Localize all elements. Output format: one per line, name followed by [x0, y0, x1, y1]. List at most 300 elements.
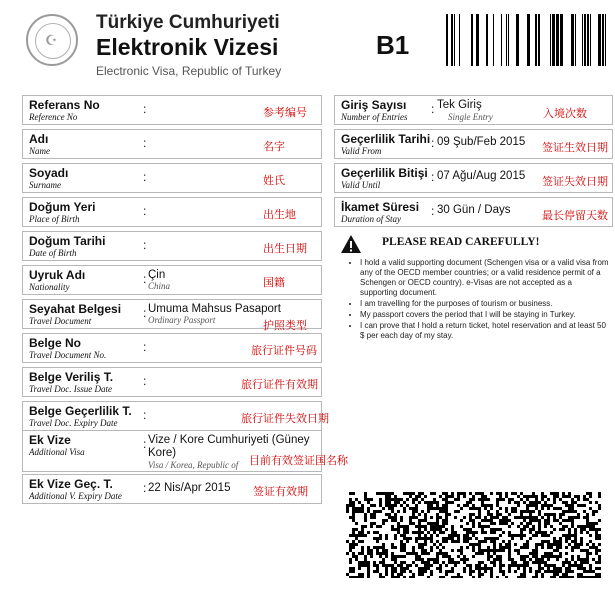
barcode-cell: [361, 549, 364, 552]
barcode-cell: [565, 552, 568, 555]
barcode-cell: [472, 546, 475, 549]
barcode-cell: [577, 543, 580, 546]
barcode-cell: [532, 525, 535, 528]
annotation: 出生地: [263, 209, 296, 221]
barcode-cell: [514, 507, 517, 510]
barcode-cell: [412, 561, 415, 564]
barcode-cell: [547, 564, 550, 567]
barcode-cell: [562, 513, 565, 516]
barcode-cell: [580, 576, 583, 578]
barcode-cell: [379, 573, 382, 576]
barcode-cell: [487, 558, 490, 561]
barcode-cell: [436, 516, 439, 519]
barcode-bar: [590, 14, 591, 66]
barcode-cell: [430, 570, 433, 573]
field-sublabel: Travel Doc. Issue Date: [29, 384, 112, 394]
barcode-cell: [559, 516, 562, 519]
barcode-cell: [427, 567, 430, 570]
barcode-cell: [355, 510, 358, 513]
barcode-cell: [439, 567, 442, 570]
barcode-cell: [424, 543, 427, 546]
barcode-cell: [424, 534, 427, 537]
barcode-cell: [565, 546, 568, 549]
barcode-cell: [379, 576, 382, 578]
barcode-cell: [574, 531, 577, 534]
barcode-cell: [589, 540, 592, 543]
barcode-cell: [553, 516, 556, 519]
field-sublabel: Valid From: [341, 146, 382, 156]
barcode-cell: [424, 564, 427, 567]
barcode-cell: [352, 501, 355, 504]
barcode-cell: [385, 513, 388, 516]
colon: :: [143, 481, 147, 495]
colon: :: [431, 102, 435, 116]
barcode-cell: [460, 519, 463, 522]
barcode-cell: [583, 498, 586, 501]
barcode-cell: [535, 501, 538, 504]
barcode-cell: [517, 501, 520, 504]
barcode-cell: [448, 534, 451, 537]
barcode-cell: [379, 534, 382, 537]
barcode-cell: [349, 558, 352, 561]
barcode-cell: [385, 570, 388, 573]
barcode-cell: [592, 528, 595, 531]
field-valid-until: [334, 163, 613, 193]
barcode-cell: [445, 501, 448, 504]
barcode-cell: [364, 534, 367, 537]
barcode-cell: [598, 492, 601, 495]
barcode-cell: [562, 519, 565, 522]
barcode-cell: [508, 567, 511, 570]
barcode-cell: [598, 519, 601, 522]
barcode-cell: [529, 510, 532, 513]
barcode-cell: [421, 519, 424, 522]
barcode-cell: [460, 549, 463, 552]
barcode-cell: [418, 495, 421, 498]
barcode-cell: [559, 543, 562, 546]
barcode-cell: [484, 504, 487, 507]
barcode-cell: [577, 495, 580, 498]
barcode-cell: [577, 573, 580, 576]
barcode-cell: [451, 540, 454, 543]
barcode-cell: [439, 495, 442, 498]
barcode-cell: [424, 528, 427, 531]
barcode-cell: [379, 546, 382, 549]
barcode-cell: [541, 567, 544, 570]
barcode-cell: [550, 504, 553, 507]
barcode-cell: [493, 558, 496, 561]
barcode-cell: [520, 531, 523, 534]
barcode-cell: [562, 564, 565, 567]
barcode-cell: [544, 522, 547, 525]
barcode-cell: [442, 540, 445, 543]
annotation: 签证有效期: [253, 486, 308, 498]
field-sublabel: Travel Doc. Expiry Date: [29, 418, 118, 428]
barcode-cell: [490, 576, 493, 578]
barcode-cell: [511, 558, 514, 561]
barcode-cell: [496, 555, 499, 558]
barcode-cell: [505, 576, 508, 578]
barcode-cell: [361, 525, 364, 528]
barcode-cell: [493, 561, 496, 564]
barcode-cell: [415, 537, 418, 540]
barcode-cell: [562, 525, 565, 528]
barcode-cell: [523, 534, 526, 537]
barcode-cell: [469, 543, 472, 546]
barcode-cell: [358, 531, 361, 534]
barcode-cell: [409, 519, 412, 522]
barcode-cell: [508, 498, 511, 501]
barcode-cell: [352, 507, 355, 510]
barcode-cell: [478, 561, 481, 564]
barcode-cell: [550, 513, 553, 516]
barcode-cell: [499, 534, 502, 537]
field-value-sub: Single Entry: [448, 112, 493, 122]
barcode-cell: [427, 564, 430, 567]
barcode-cell: [523, 528, 526, 531]
field-sublabel: Additional V. Expiry Date: [29, 491, 122, 501]
barcode-cell: [361, 576, 364, 578]
barcode-cell: [433, 543, 436, 546]
barcode-cell: [367, 546, 370, 549]
barcode-cell: [511, 492, 514, 495]
barcode-cell: [457, 555, 460, 558]
barcode-cell: [454, 534, 457, 537]
barcode-cell: [505, 522, 508, 525]
barcode-cell: [571, 564, 574, 567]
field-label: İkamet Süresi: [341, 200, 420, 214]
barcode-cell: [451, 501, 454, 504]
barcode-cell: [481, 525, 484, 528]
barcode-cell: [571, 498, 574, 501]
colon: :: [143, 170, 147, 184]
barcode-cell: [574, 534, 577, 537]
barcode-cell: [433, 525, 436, 528]
barcode-cell: [349, 549, 352, 552]
barcode-cell: [595, 567, 598, 570]
barcode-cell: [358, 573, 361, 576]
barcode-cell: [511, 564, 514, 567]
barcode-cell: [496, 504, 499, 507]
barcode-cell: [517, 504, 520, 507]
barcode-cell: [490, 492, 493, 495]
barcode-cell: [568, 507, 571, 510]
barcode-cell: [454, 564, 457, 567]
barcode-cell: [586, 555, 589, 558]
barcode-cell: [364, 519, 367, 522]
barcode-cell: [550, 525, 553, 528]
barcode-cell: [415, 558, 418, 561]
barcode-cell: [391, 498, 394, 501]
barcode-cell: [484, 507, 487, 510]
barcode-cell: [382, 549, 385, 552]
barcode-cell: [400, 519, 403, 522]
barcode-cell: [466, 564, 469, 567]
field-value: 22 Nis/Apr 2015: [148, 482, 231, 494]
barcode-cell: [385, 501, 388, 504]
barcode-cell: [499, 495, 502, 498]
barcode-bar: [538, 14, 540, 66]
barcode-cell: [499, 570, 502, 573]
barcode-cell: [394, 567, 397, 570]
barcode-bar: [459, 14, 460, 66]
barcode-cell: [538, 528, 541, 531]
barcode-cell: [391, 576, 394, 578]
barcode-cell: [508, 540, 511, 543]
barcode-bar: [582, 14, 583, 66]
barcode-cell: [553, 498, 556, 501]
barcode-cell: [367, 531, 370, 534]
barcode-cell: [364, 555, 367, 558]
barcode-cell: [589, 492, 592, 495]
barcode-cell: [406, 531, 409, 534]
barcode-cell: [532, 516, 535, 519]
barcode-cell: [547, 504, 550, 507]
barcode-cell: [394, 537, 397, 540]
field-label: Giriş Sayısı: [341, 98, 407, 112]
barcode-cell: [598, 537, 601, 540]
barcode-cell: [481, 540, 484, 543]
barcode-cell: [577, 555, 580, 558]
barcode-cell: [565, 510, 568, 513]
barcode-cell: [490, 561, 493, 564]
barcode-cell: [496, 492, 499, 495]
barcode-2d: [346, 492, 601, 578]
barcode-cell: [556, 558, 559, 561]
barcode-cell: [499, 558, 502, 561]
barcode-cell: [520, 534, 523, 537]
notice-box: [334, 228, 613, 368]
barcode-cell: [421, 573, 424, 576]
barcode-cell: [445, 519, 448, 522]
visa-header: [0, 0, 615, 90]
barcode-cell: [586, 498, 589, 501]
barcode-cell: [571, 522, 574, 525]
barcode-cell: [508, 555, 511, 558]
barcode-cell: [397, 525, 400, 528]
barcode-cell: [394, 534, 397, 537]
barcode-bar: [471, 14, 473, 66]
barcode-cell: [580, 561, 583, 564]
barcode-cell: [598, 534, 601, 537]
barcode-bar: [605, 14, 606, 66]
barcode-cell: [499, 492, 502, 495]
barcode-cell: [559, 522, 562, 525]
barcode-cell: [565, 525, 568, 528]
barcode-cell: [592, 570, 595, 573]
barcode-cell: [568, 537, 571, 540]
barcode-cell: [427, 507, 430, 510]
field-value-sub: Visa / Korea, Republic of: [148, 460, 239, 470]
barcode-cell: [535, 507, 538, 510]
colon: :: [143, 306, 147, 320]
barcode-cell: [502, 564, 505, 567]
barcode-cell: [502, 519, 505, 522]
barcode-cell: [352, 543, 355, 546]
barcode-cell: [523, 510, 526, 513]
barcode-cell: [538, 543, 541, 546]
barcode-cell: [526, 522, 529, 525]
barcode-cell: [367, 552, 370, 555]
barcode-cell: [508, 570, 511, 573]
barcode-cell: [529, 531, 532, 534]
barcode-cell: [475, 516, 478, 519]
title-line1: Türkiye Cumhuriyeti: [96, 12, 280, 33]
barcode-cell: [451, 549, 454, 552]
barcode-cell: [409, 576, 412, 578]
barcode-cell: [433, 501, 436, 504]
barcode-cell: [562, 492, 565, 495]
barcode-cell: [469, 564, 472, 567]
barcode-cell: [553, 519, 556, 522]
barcode-cell: [463, 567, 466, 570]
field-sublabel: Name: [29, 146, 50, 156]
barcode-cell: [448, 513, 451, 516]
barcode-cell: [421, 543, 424, 546]
barcode-cell: [484, 495, 487, 498]
barcode-cell: [496, 549, 499, 552]
barcode-cell: [556, 495, 559, 498]
barcode-cell: [478, 552, 481, 555]
barcode-cell: [415, 525, 418, 528]
barcode-cell: [349, 561, 352, 564]
barcode-cell: [376, 549, 379, 552]
barcode-cell: [535, 573, 538, 576]
barcode-cell: [403, 567, 406, 570]
barcode-cell: [436, 552, 439, 555]
barcode-cell: [595, 552, 598, 555]
barcode-cell: [349, 498, 352, 501]
barcode-cell: [346, 540, 349, 543]
barcode-cell: [439, 543, 442, 546]
barcode-cell: [394, 513, 397, 516]
annotation: 旅行证件有效期: [241, 379, 318, 391]
barcode-cell: [382, 543, 385, 546]
barcode-cell: [481, 492, 484, 495]
barcode-cell: [583, 558, 586, 561]
barcode-cell: [361, 546, 364, 549]
barcode-cell: [496, 516, 499, 519]
barcode-cell: [514, 549, 517, 552]
barcode-cell: [367, 507, 370, 510]
barcode-cell: [568, 531, 571, 534]
barcode-cell: [385, 555, 388, 558]
barcode-cell: [565, 519, 568, 522]
barcode-cell: [361, 573, 364, 576]
barcode-cell: [442, 498, 445, 501]
barcode-cell: [427, 531, 430, 534]
barcode-cell: [349, 546, 352, 549]
barcode-cell: [487, 525, 490, 528]
barcode-cell: [490, 504, 493, 507]
barcode-cell: [421, 492, 424, 495]
barcode-cell: [382, 522, 385, 525]
barcode-cell: [529, 522, 532, 525]
barcode-cell: [514, 543, 517, 546]
barcode-cell: [484, 564, 487, 567]
barcode-cell: [541, 555, 544, 558]
barcode-cell: [568, 567, 571, 570]
barcode-cell: [388, 513, 391, 516]
barcode-cell: [487, 567, 490, 570]
barcode-cell: [367, 510, 370, 513]
annotation: 参考编号: [263, 107, 307, 119]
barcode-bar: [493, 14, 494, 66]
barcode-cell: [598, 504, 601, 507]
barcode-cell: [415, 564, 418, 567]
barcode-cell: [547, 543, 550, 546]
barcode-cell: [580, 549, 583, 552]
barcode-cell: [499, 567, 502, 570]
field-label: Geçerlilik Bitişi: [341, 166, 428, 180]
barcode-cell: [544, 561, 547, 564]
barcode-cell: [589, 567, 592, 570]
colon: :: [143, 272, 147, 286]
barcode-cell: [361, 564, 364, 567]
barcode-cell: [409, 492, 412, 495]
barcode-cell: [379, 501, 382, 504]
barcode-cell: [565, 573, 568, 576]
barcode-cell: [484, 498, 487, 501]
barcode-cell: [493, 540, 496, 543]
barcode-cell: [391, 570, 394, 573]
barcode-cell: [469, 507, 472, 510]
barcode-bar: [446, 14, 448, 66]
barcode-cell: [478, 498, 481, 501]
barcode-cell: [568, 528, 571, 531]
barcode-bar: [602, 14, 604, 66]
barcode-cell: [508, 564, 511, 567]
barcode-cell: [442, 519, 445, 522]
barcode-cell: [547, 519, 550, 522]
barcode-cell: [466, 522, 469, 525]
barcode-cell: [502, 570, 505, 573]
barcode-cell: [430, 549, 433, 552]
barcode-cell: [358, 510, 361, 513]
barcode-cell: [352, 546, 355, 549]
barcode-cell: [487, 519, 490, 522]
barcode-cell: [487, 552, 490, 555]
barcode-cell: [526, 525, 529, 528]
barcode-cell: [466, 528, 469, 531]
barcode-cell: [511, 510, 514, 513]
barcode-cell: [397, 510, 400, 513]
barcode-cell: [439, 564, 442, 567]
barcode-cell: [508, 546, 511, 549]
barcode-cell: [487, 549, 490, 552]
barcode-cell: [547, 534, 550, 537]
barcode-cell: [580, 540, 583, 543]
barcode-cell: [484, 570, 487, 573]
barcode-cell: [580, 564, 583, 567]
field-value: 30 Gün / Days: [437, 204, 511, 216]
barcode-cell: [424, 519, 427, 522]
annotation: 国籍: [263, 277, 285, 289]
barcode-cell: [577, 546, 580, 549]
barcode-cell: [508, 525, 511, 528]
barcode-cell: [589, 501, 592, 504]
barcode-cell: [412, 507, 415, 510]
barcode-cell: [487, 513, 490, 516]
barcode-cell: [346, 510, 349, 513]
barcode-cell: [373, 564, 376, 567]
barcode-cell: [394, 504, 397, 507]
barcode-cell: [499, 543, 502, 546]
barcode-cell: [367, 498, 370, 501]
barcode-cell: [478, 492, 481, 495]
barcode-cell: [586, 543, 589, 546]
barcode-cell: [370, 516, 373, 519]
